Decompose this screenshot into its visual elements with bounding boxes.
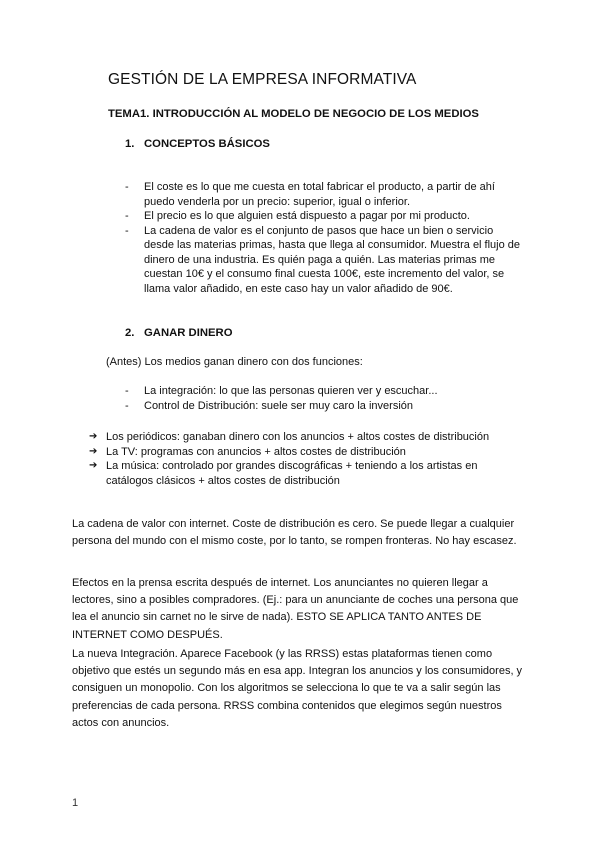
dash-bullet: - [125,385,129,397]
section-1-title: CONCEPTOS BÁSICOS [144,138,270,150]
section-2-number: 2. [125,327,135,339]
paragraph-internet-value-chain [72,516,532,550]
paragraph-line: La cadena de valor con internet. Coste de distribución es cero. Se puede llegar a cualquier [72,518,515,530]
list-item-line: El precio es lo que alguien está dispuesto a pagar por mi producto. [144,210,470,222]
list-item-line: llama valor añadido, en este caso hay un valor añadido de 90€. [144,282,453,295]
media-arrow-list [89,430,509,488]
dash-bullet: - [125,210,129,222]
section-2-heading [125,327,233,339]
list-item [125,209,505,224]
functions-list [125,384,505,413]
paragraph-line: lectores, sino a posibles compradores. (Ej.: para un anunciante de coches una persona que [72,594,519,607]
section-2-title: GANAR DINERO [144,327,233,339]
document-title: GESTIÓN DE LA EMPRESA INFORMATIVA [108,71,417,88]
concepts-list [125,180,521,296]
arrow-list-item [89,430,509,445]
section-1-number: 1. [125,138,135,150]
paragraph-line: persona del mundo con el mismo coste, por lo tanto, se rompen fronteras. No hay escasez. [72,535,517,548]
list-item [125,180,505,209]
paragraph-line: La nueva Integración. Aparece Facebook (y las RRSS) estas plataformas tienen como [72,648,493,660]
list-item-line: dinero de una industria. Es quién paga a quién. Las materias primas me [144,253,495,266]
paragraph-line: lea el anuncio sin carnet no le sirve de nada). ESTO SE APLICA TANTO ANTES DE [72,611,482,624]
dash-bullet: - [125,399,129,412]
paragraph-line: objetivo que estés un segundo más en esa app. Integran los anuncios y los consumidores, y [72,665,523,678]
dash-bullet: - [125,224,129,237]
arrow-list-item [89,459,509,488]
dash-bullet: - [125,181,129,193]
paragraph-new-integration [72,646,532,732]
arrow-bullet-icon: ➔ [89,460,98,471]
section-2-intro: (Antes) Los medios ganan dinero con dos funciones: [106,356,363,368]
list-item [125,384,505,399]
list-item [125,399,505,414]
arrow-bullet-icon: ➔ [89,431,98,442]
list-item [125,224,521,297]
paragraph-line: consiguen un monopolio. Con los algoritmos se selecciona lo que te va a salir según las [72,682,501,695]
page-number: 1 [72,797,79,809]
list-item-line: Los periódicos: ganaban dinero con los anuncios + altos costes de distribución [106,431,490,443]
list-item-line: catálogos clásicos + altos costes de distribución [106,474,340,487]
list-item-line: La cadena de valor es el conjunto de pasos que hace un bien o servicio [144,224,494,237]
paragraph-line: Efectos en la prensa escrita después de internet. Los anunciantes no quieren llegar a [72,577,488,589]
arrow-list-item [89,445,509,460]
paragraph-press-effects [72,575,532,644]
list-item-line: El coste es lo que me cuesta en total fabricar el producto, a partir de ahí [144,181,495,193]
topic-subtitle: TEMA1. INTRODUCCIÓN AL MODELO DE NEGOCIO DE LOS MEDIOS [108,108,479,120]
section-1-heading [125,138,270,150]
list-item-line: La música: controlado por grandes discográficas + teniendo a los artistas en [106,460,478,472]
list-item-line: puedo venderla por un precio: superior, igual o inferior. [144,195,411,208]
paragraph-line: actos con anuncios. [72,716,170,729]
list-item-line: La TV: programas con anuncios + altos costes de distribución [106,445,406,458]
list-item-line: La integración: lo que las personas quieren ver y escuchar... [144,385,438,397]
list-item-line: cuestan 10€ y el consumo final cuesta 100€, este incremento del valor, se [144,268,505,280]
paragraph-line: INTERNET COMO DESPUÉS. [72,628,223,641]
list-item-line: desde las materias primas, hasta que llega al consumidor. Muestra el flujo de [144,239,521,251]
arrow-bullet-icon: ➔ [89,445,98,457]
paragraph-line: preferencias de cada persona. RRSS combina contenidos que elegimos según nuestros [72,699,502,712]
list-item-line: Control de Distribución: suele ser muy caro la inversión [144,399,414,412]
